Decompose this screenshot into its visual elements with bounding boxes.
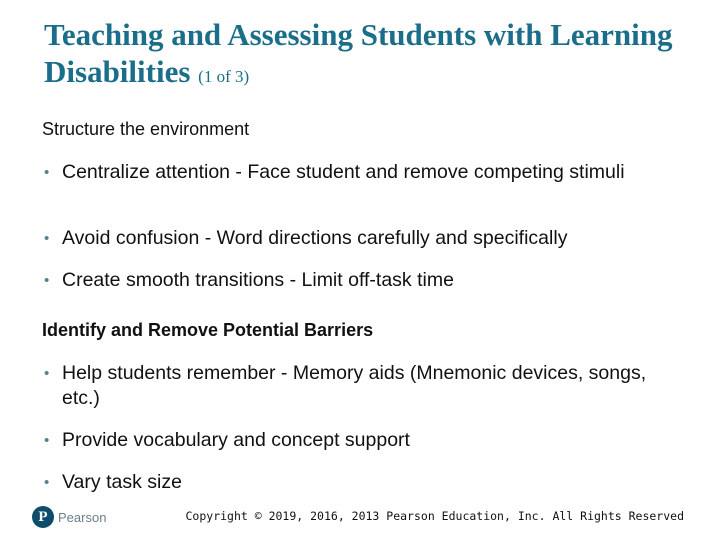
bullet-text: Centralize attention - Face student and remove competing stimuli [62, 161, 625, 183]
pearson-logo [32, 505, 106, 529]
list-item [44, 361, 664, 411]
list-item [44, 160, 664, 185]
slide-title-sub: (1 of 3) [198, 67, 250, 86]
list-item [44, 428, 664, 453]
section-heading-structure: Structure the environment [42, 119, 250, 139]
bullet-text: Avoid confusion - Word directions carefully and specifically [62, 227, 568, 249]
bullet-dot-icon: • [44, 474, 50, 491]
bullet-text: Create smooth transitions - Limit off-task time [62, 269, 454, 291]
list-item [44, 226, 664, 251]
slide-title-main: Teaching and Assessing Students with Learning Disabilities [44, 17, 673, 89]
bullet-dot-icon: • [44, 164, 50, 181]
bullet-dot-icon: • [44, 230, 50, 247]
bullet-dot-icon: • [44, 432, 50, 449]
section-heading-barriers: Identify and Remove Potential Barriers [42, 320, 374, 340]
pearson-logo-text: Pearson [58, 509, 107, 525]
list-item [44, 268, 664, 293]
bullet-text: Help students remember - Memory aids (Mnemonic devices, songs, etc.) [62, 362, 647, 409]
bullet-text: Vary task size [62, 471, 182, 493]
copyright-notice: Copyright © 2019, 2016, 2013 Pearson Education, Inc. All Rights Reserved [185, 509, 684, 523]
bullet-text: Provide vocabulary and concept support [62, 429, 410, 451]
list-item [44, 470, 664, 495]
slide-footer [32, 505, 692, 529]
slide-title [44, 16, 684, 95]
pearson-logo-icon: P [32, 506, 54, 528]
bullet-dot-icon: • [44, 365, 50, 382]
bullet-dot-icon: • [44, 272, 50, 289]
